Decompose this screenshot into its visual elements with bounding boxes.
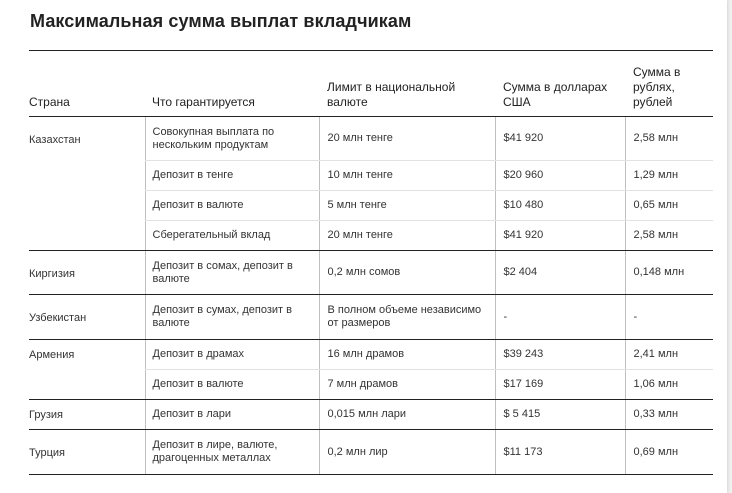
usd-cell: $10 480 — [495, 191, 625, 221]
limit-cell: 20 млн тенге — [319, 117, 495, 161]
usd-cell: $41 920 — [495, 117, 625, 161]
rub-cell: 0,69 млн — [625, 430, 713, 475]
guarantee-cell: Сберегательный вклад — [145, 221, 319, 251]
guarantee-cell: Депозит в валюте — [145, 191, 319, 221]
page-title: Максимальная сумма выплат вкладчикам — [30, 11, 412, 31]
guarantee-cell: Совокупная выплата по нескольким продуктам — [145, 117, 319, 161]
table-row — [29, 117, 713, 161]
rub-cell: 0,65 млн — [625, 191, 713, 221]
table-row — [29, 295, 713, 340]
table-header-row — [29, 51, 713, 117]
limit-cell: 0,015 млн лари — [319, 400, 495, 430]
usd-cell: $39 243 — [495, 340, 625, 370]
usd-cell: $ 5 415 — [495, 400, 625, 430]
limit-cell: 5 млн тенге — [319, 191, 495, 221]
rub-cell: 0,148 млн — [625, 251, 713, 295]
usd-cell: $17 169 — [495, 370, 625, 400]
guarantee-cell: Депозит в сумах, депозит в валюте — [145, 295, 319, 340]
usd-cell: $2 404 — [495, 251, 625, 295]
table-row — [29, 430, 713, 475]
header-country: Страна — [29, 51, 145, 117]
rub-cell: 2,58 млн — [625, 221, 713, 251]
guarantee-cell: Депозит в сомах, депозит в валюте — [145, 251, 319, 295]
table-row — [29, 251, 713, 295]
header-rub: Сумма в рублях, рублей — [625, 51, 713, 117]
usd-cell: $20 960 — [495, 161, 625, 191]
rub-cell: - — [625, 295, 713, 340]
rub-cell: 0,33 млн — [625, 400, 713, 430]
country-cell: Армения — [29, 340, 145, 400]
limit-cell: 16 млн драмов — [319, 340, 495, 370]
rub-cell: 2,58 млн — [625, 117, 713, 161]
usd-cell: $11 173 — [495, 430, 625, 475]
table-row — [29, 400, 713, 430]
limit-cell: 10 млн тенге — [319, 161, 495, 191]
limit-cell: 7 млн драмов — [319, 370, 495, 400]
country-cell: Киргизия — [29, 251, 145, 295]
limit-cell: 0,2 млн лир — [319, 430, 495, 475]
guarantee-cell: Депозит в лире, валюте, драгоценных металлах — [145, 430, 319, 475]
country-cell: Грузия — [29, 400, 145, 430]
usd-cell: $41 920 — [495, 221, 625, 251]
guarantee-cell: Депозит в тенге — [145, 161, 319, 191]
deposit-payout-table — [29, 50, 713, 475]
usd-cell: - — [495, 295, 625, 340]
guarantee-cell: Депозит в лари — [145, 400, 319, 430]
table-row — [29, 340, 713, 370]
rub-cell: 1,06 млн — [625, 370, 713, 400]
rub-cell: 1,29 млн — [625, 161, 713, 191]
country-cell: Узбекистан — [29, 295, 145, 340]
limit-cell: 0,2 млн сомов — [319, 251, 495, 295]
header-guaranteed: Что гарантируется — [145, 51, 319, 117]
limit-cell: 20 млн тенге — [319, 221, 495, 251]
header-usd: Сумма в долларах США — [495, 51, 625, 117]
guarantee-cell: Депозит в валюте — [145, 370, 319, 400]
rub-cell: 2,41 млн — [625, 340, 713, 370]
guarantee-cell: Депозит в драмах — [145, 340, 319, 370]
country-cell: Турция — [29, 430, 145, 475]
header-limit: Лимит в национальной валюте — [319, 51, 495, 117]
country-cell: Казахстан — [29, 117, 145, 251]
limit-cell: В полном объеме независимо от размеров — [319, 295, 495, 340]
